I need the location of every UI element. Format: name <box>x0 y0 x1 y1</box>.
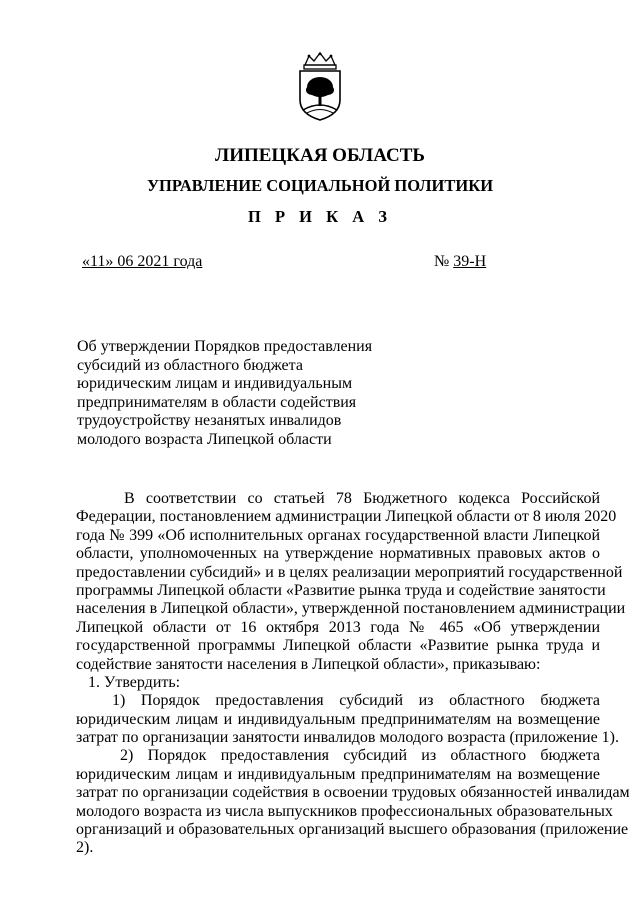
document-body <box>76 490 630 858</box>
subject-line: субсидий из областного бюджета <box>77 356 303 374</box>
number-prefix: № <box>434 253 454 270</box>
body-line: содействие занятости населения в Липецкой области», приказываю: <box>76 655 541 673</box>
body-line: юридическим лицам и индивидуальным предпринимателям на возмещение <box>76 710 600 728</box>
subject-line: трудоустройству незанятых инвалидов <box>77 412 342 429</box>
subject-line: молодого возраста Липецкой области <box>77 430 332 448</box>
body-line: организаций и образовательных организаций высшего образования (приложение <box>76 821 629 839</box>
document-type: П Р И К А З <box>248 207 392 226</box>
coat-of-arms-icon <box>293 52 347 122</box>
body-line: затрат по организации содействия в освоении трудовых обязанностей инвалидам <box>76 784 630 802</box>
document-number <box>434 253 486 271</box>
body-line: государственной программы Липецкой области «Развитие рынка труда и <box>76 637 600 655</box>
subject-line: Об утверждении Порядков предоставления <box>77 338 373 355</box>
body-line: 1) Порядок предоставления субсидий из областного бюджета <box>112 692 600 710</box>
body-line: 2). <box>76 839 94 857</box>
subject-line: предпринимателям в области содействия <box>77 393 357 411</box>
body-line: 1. Утвердить: <box>88 673 181 691</box>
body-line: программы Липецкой области «Развитие рынка труда и содействие занятости <box>76 581 606 599</box>
body-line: В соответствии со статьей 78 Бюджетного кодекса Российской <box>124 490 600 507</box>
date-day: 11 <box>90 253 106 270</box>
body-line: Липецкой области от 16 октября 2013 года № 465 «Об утверждении <box>76 618 600 636</box>
body-line: года № 399 «Об исполнительных органах государственной власти Липецкой <box>76 526 600 544</box>
body-line: молодого возраста из числа выпускников профессиональных образовательных <box>76 802 613 820</box>
date-rest: » 06 2021 года <box>105 253 203 270</box>
body-line: населения в Липецкой области», утвержденной постановлением администрации <box>76 600 626 618</box>
department-title: УПРАВЛЕНИЕ СОЦИАЛЬНОЙ ПОЛИТИКИ <box>146 176 494 195</box>
document-date <box>82 253 202 271</box>
subject-line: юридическим лицам и индивидуальным <box>77 375 353 392</box>
body-line: 2) Порядок предоставления субсидий из областного бюджета <box>120 747 600 765</box>
body-line: предоставлении субсидий» и в целях реализации мероприятий государственной <box>76 563 623 581</box>
body-line: затрат по организации занятости инвалидов молодого возраста (приложение 1). <box>76 729 620 747</box>
date-open-quote: « <box>82 253 90 270</box>
body-line: области, уполномоченных на утверждение нормативных правовых актов о <box>76 545 600 563</box>
number-value: 39-Н <box>453 253 487 270</box>
body-line: Федерации, постановлением администрации Липецкой области от 8 июля 2020 <box>76 508 617 526</box>
body-line: юридическим лицам и индивидуальным предпринимателям на возмещение <box>76 765 600 783</box>
document-subject <box>77 338 377 449</box>
region-title: ЛИПЕЦКАЯ ОБЛАСТЬ <box>215 145 425 166</box>
